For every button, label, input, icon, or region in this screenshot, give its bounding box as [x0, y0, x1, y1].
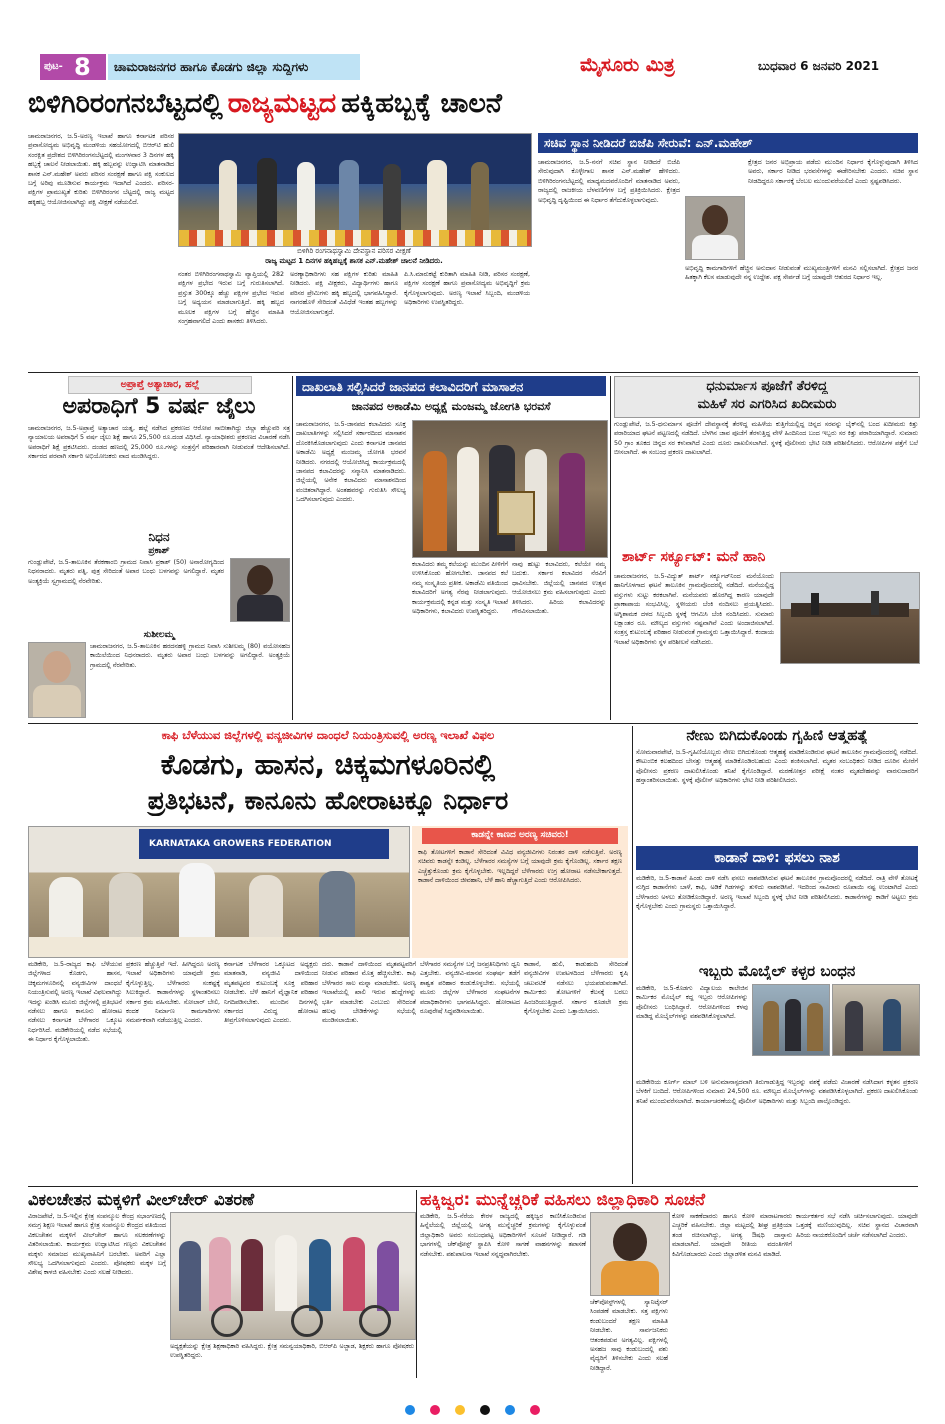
person-figure [811, 593, 819, 615]
dhanur-headline-box [614, 376, 920, 418]
person-figure [457, 447, 479, 551]
obituary-photo-1 [230, 558, 290, 622]
kodagu-body-b: ಪ್ರಕರಣ ಹೆಚ್ಚುತ್ತಿವೆ ಇದೆ. ಹೀಗಿದ್ದರೂ ಅರಣ್ಯ ಇಲಾಖೆ ಅಧಿಕಾರಿಗಳು ಯಾವುದೇ ಕ್ರಮ ಕೈಗೊಳ್ಳುತ್ತಿಲ್ಲ. ಬೆಳೆಗಾರರು ಸಂಕಷ್ಟಕ್ಕೆ ಸಿಲುಕಿದ್ದಾರೆ. ಕಾಡಾನೆಗಳನ್ನು ಸ್ಥಳಾಂತರಿಸಲು ಸರ್ಕಾರ ಕ್ರಮ ವಹಿಸಬೇಕು. ಸೋಲಾರ್ ಬೇಲಿ, ಕಂದಕ ನಿರ್ಮಾಣ ಕಾಮಗಾರಿಗಳು ಸಮರ್ಪಕವಾಗಿ ನಡೆಯುತ್ತಿಲ್ಲ ಎಂದರು. [126, 961, 220, 1025]
bird-flu-body-b: ಚೆಕ್‌ಪೋಸ್ಟ್‌ಗಳಲ್ಲಿ ಸ್ಯಾನಿಟೈಸರ್ ಸಿಂಪಡಣೆ ಮಾಡಬೇಕು. ಸತ್ತ ಪಕ್ಷಿಗಳು ಕಂಡುಬಂದರೆ ತಕ್ಷಣ ಮಾಹಿತಿ ನೀಡಬೇಕು. ಸಾರ್ವಜನಿಕರು ಆತಂಕಪಡುವ ಅಗತ್ಯವಿಲ್ಲ. ಪಕ್ಷಿಗಳಲ್ಲಿ ಅಸಹಜ ಸಾವು ಕಂಡುಬಂದಲ್ಲಿ ಪಶು ವೈದ್ಯರಿಗೆ ತಿಳಿಸಬೇಕು ಎಂದು ಸಲಹೆ ನೀಡಿದ್ದಾರೆ. [590, 1299, 668, 1372]
pension-headline-bar [296, 376, 606, 396]
lead-photo-caption-1: ಬಿಳಿಗಿರಿ ರಂಗನಾಥಸ್ವಾಮಿ ದೇವಸ್ಥಾನ ಪರಿಸರ ವೀಕ್ಷಣೆ [297, 247, 411, 255]
kodagu-body-e: ಬೆಳೆಗಾರರ ಸಮಸ್ಯೆಗಳ ಬಗ್ಗೆ ಜನಪ್ರತಿನಿಧಿಗಳು ಧ್ವನಿ ಎತ್ತಬೇಕು. ವನ್ಯಜೀವಿ-ಮಾನವ ಸಂಘರ್ಷ ತಡೆಗೆ ಶಾಶ್ವತ ಪರಿಹಾರ ಕಂಡುಕೊಳ್ಳಬೇಕು. ಸಭೆಯಲ್ಲಿ ಮೂರು ಜಿಲ್ಲೆಗಳ ಬೆಳೆಗಾರರ ಸಂಘಟನೆಗಳ ಪದಾಧಿಕಾರಿಗಳು ಭಾಗವಹಿಸಿದ್ದರು. ಹೋರಾಟದ ರೂಪುರೇಷೆ ಸಿದ್ಧಪಡಿಸಲಾಯಿತು. [420, 961, 520, 1016]
elephant-body: ಮಡಿಕೇರಿ, ಜ.5-ಕಾಡಾನೆ ಹಿಂಡು ದಾಳಿ ನಡೆಸಿ ಫಸಲು ನಾಶಪಡಿಸಿರುವ ಘಟನೆ ತಾಲೂಕಿನ ಗ್ರಾಮವೊಂದರಲ್ಲಿ ನಡೆದಿದೆ. ರಾತ್ರಿ ವೇಳೆ ತೋಟಕ್ಕೆ ನುಗ್ಗಿದ ಕಾಡಾನೆಗಳು ಬಾಳೆ, ಕಾಫಿ, ಅಡಿಕೆ ಗಿಡಗಳನ್ನು ತುಳಿದು ನಾಶಪಡಿಸಿವೆ. ಇದರಿಂದ ಸಾವಿರಾರು ರೂಪಾಯಿ ನಷ್ಟ ಉಂಟಾಗಿದೆ ಎಂದು ಬೆಳೆಗಾರರು ಅಳಲು ತೋಡಿಕೊಂಡಿದ್ದಾರೆ. ಅರಣ್ಯ ಇಲಾಖೆ ಸಿಬ್ಬಂದಿ ಸ್ಥಳಕ್ಕೆ ಭೇಟಿ ನೀಡಿ ಪರಿಶೀಲಿಸಿದರು. ಕಾಡಾನೆಗಳನ್ನು ಕಾಡಿಗೆ ಅಟ್ಟಲು ಕ್ರಮ ಕೈಗೊಳ್ಳಬೇಕು ಎಂದು ಗ್ರಾಮಸ್ಥರು ಒತ್ತಾಯಿಸಿದ್ದಾರೆ. [636, 875, 918, 911]
obituary-text-2: ಚಾಮರಾಜನಗರ, ಜ.5-ತಾಲೂಕಿನ ಹರದನಹಳ್ಳಿ ಗ್ರಾಮದ ನಿವಾಸಿ ಸುಶೀಲಮ್ಮ (80) ವಯೋಸಹಜ ಕಾಯಿಲೆಯಿಂದ ನಿಧನರಾದರು. ಮೃತರು ಅಪಾರ ಬಂಧು ಬಳಗವನ್ನು ಅಗಲಿದ್ದಾರೆ. ಅಂತ್ಯಕ್ರಿಯೆ ಗ್ರಾಮದಲ್ಲಿ ನೆರವೇರಿತು. [90, 643, 290, 669]
person-figure [377, 1241, 399, 1311]
person-figure [179, 863, 215, 947]
divider [292, 376, 293, 720]
color-dot [505, 1405, 515, 1415]
elephant-headline: ಕಾಡಾನೆ ದಾಳಿ: ಫಸಲು ನಾಶ [714, 850, 840, 866]
pension-subhead: ಜಾನಪದ ಅಕಾಡೆಮಿ ಅಧ್ಯಕ್ಷೆ ಮಂಜಮ್ಮ ಜೋಗತಿ ಭರವಸೆ [351, 400, 551, 413]
person-figure [219, 160, 237, 230]
obituary-photo-2 [28, 642, 86, 718]
bird-flu-headline: ಹಕ್ಕಿಜ್ವರ: ಮುನ್ನೆಚ್ಚರಿಕೆ ವಹಿಸಲು ಜಿಲ್ಲಾಧಿಕಾರಿ ಸೂಚನೆ [420, 1190, 705, 1209]
person-figure [763, 1001, 779, 1051]
divider [632, 726, 633, 1184]
lead-body-a: ಚಾಮರಾಜನಗರ, ಜ.5-ಅರಣ್ಯ ಇಲಾಖೆ ಹಾಗೂ ಕರ್ನಾಟಕ ಪರಿಸರ ಪ್ರವಾಸೋದ್ಯಮ ಅಭಿವೃದ್ಧಿ ಮಂಡಳಿಯ ಸಹಯೋಗದಲ್ಲಿ ಬಿಆರ್‌ಟಿ ಹುಲಿ ಸಂರಕ್ಷಿತ ಪ್ರದೇಶದ ಬಿಳಿಗಿರಿರಂಗನಬೆಟ್ಟದಲ್ಲಿ ಮಂಗಳವಾರ 3 ದಿನಗಳ ಹಕ್ಕಿ ಹಬ್ಬಕ್ಕೆ ಚಾಲನೆ ನೀಡಲಾಯಿತು. ಹಕ್ಕಿ ಹಬ್ಬವನ್ನು ಉದ್ಘಾಟಿಸಿ ಮಾತನಾಡಿದ ಶಾಸಕ ಎನ್.ಮಹೇಶ್ ಅವರು ಪರಿಸರ ಸಂರಕ್ಷಣೆ ಹಾಗೂ ಪಕ್ಷಿ ಸಂಕುಲದ ಬಗ್ಗೆ ಅರಿವು ಮೂಡಿಸುವ ಕಾರ್ಯಕ್ರಮ ಇದಾಗಿದೆ ಎಂದರು. ಪರಿಸರ-ಪಕ್ಷಿಗಳ ಪ್ರಾಮುಖ್ಯತೆ ಕುರಿತು ಬಿಳಿಗಿರಿರಂಗನ ಬೆಟ್ಟದಲ್ಲಿ ರಾಜ್ಯ ಮಟ್ಟದ ಹಕ್ಕಿಹಬ್ಬ ಆಯೋಜಿಸಲಾಗಿದ್ದು ಪಕ್ಷಿ ವೀಕ್ಷಣೆ ನಡೆಯಲಿದೆ. [28, 133, 174, 206]
mobile-photo-1 [752, 984, 830, 1056]
obituary [28, 530, 290, 720]
pension-body-c: ನಾವು ಹುಟ್ಟು ಕಲಾವಿದರು, ಕಲೆಯೇ ನಮ್ಮ ಬದುಕು. ಸರ್ಕಾರ ಕಲಾವಿದರ ನೆರವಿಗೆ ಧಾವಿಸಬೇಕು. ಜಿಲ್ಲೆಯಲ್ಲಿ ಜಾನಪದ ಉತ್ಸವ ಆಯೋಜಿಸಲು ಕ್ರಮ ವಹಿಸಲಾಗುವುದು ಎಂದು ತಿಳಿಸಿದರು. ಹಿರಿಯ ಕಲಾವಿದರನ್ನು ಗೌರವಿಸಲಾಯಿತು. [512, 561, 606, 616]
person-figure [257, 158, 277, 232]
page-number-box [40, 54, 106, 80]
suicide-body: ಸೋಮವಾರಪೇಟೆ, ಜ.5-ಗೃಹಿಣಿಯೊಬ್ಬರು ನೇಣು ಬಿಗಿದುಕೊಂಡು ಆತ್ಮಹತ್ಯೆ ಮಾಡಿಕೊಂಡಿರುವ ಘಟನೆ ತಾಲೂಕಿನ ಗ್ರಾಮವೊಂದರಲ್ಲಿ ನಡೆದಿದೆ. ಕೌಟುಂಬಿಕ ಕಲಹದಿಂದ ಬೇಸತ್ತು ಆತ್ಮಹತ್ಯೆ ಮಾಡಿಕೊಂಡಿರಬಹುದು ಎಂದು ಶಂಕಿಸಲಾಗಿದೆ. ಮೃತರ ಸಂಬಂಧಿಕರು ನೀಡಿದ ದೂರಿನ ಮೇರೆಗೆ ಪೊಲೀಸರು ಪ್ರಕರಣ ದಾಖಲಿಸಿಕೊಂಡು ತನಿಖೆ ಕೈಗೊಂಡಿದ್ದಾರೆ. ಮರಣೋತ್ತರ ಪರೀಕ್ಷೆ ನಂತರ ಮೃತದೇಹವನ್ನು ವಾರಸುದಾರರಿಗೆ ಹಸ್ತಾಂತರಿಸಲಾಯಿತು. ಸ್ಥಳಕ್ಕೆ ಪೊಲೀಸ್ ಅಧಿಕಾರಿಗಳು ಭೇಟಿ ನೀಡಿ ಪರಿಶೀಲಿಸಿದರು. [636, 749, 918, 785]
kodagu-photo [28, 826, 410, 958]
circuit-body: ಚಾಮರಾಜನಗರ, ಜ.5-ವಿದ್ಯುತ್ ಶಾರ್ಟ್ ಸರ್ಕ್ಯೂಟ್‌ನಿಂದ ಮನೆಯೊಂದು ಹಾನಿಗೊಳಗಾದ ಘಟನೆ ತಾಲೂಕಿನ ಗ್ರಾಮವೊಂದರಲ್ಲಿ ನಡೆದಿದೆ. ಮನೆಯಲ್ಲಿದ್ದ ವಸ್ತುಗಳು ಸುಟ್ಟು ಕರಕಲಾಗಿವೆ. ಮನೆಯವರು ಹೊರಗಿದ್ದ ಕಾರಣ ಯಾವುದೇ ಪ್ರಾಣಾಪಾಯ ಸಂಭವಿಸಿಲ್ಲ. ಸ್ಥಳೀಯರು ಬೆಂಕಿ ನಂದಿಸಲು ಪ್ರಯತ್ನಿಸಿದರು. ಅಗ್ನಿಶಾಮಕ ದಳದ ಸಿಬ್ಬಂದಿ ಸ್ಥಳಕ್ಕೆ ಆಗಮಿಸಿ ಬೆಂಕಿ ನಂದಿಸಿದರು. ಸುಮಾರು ಲಕ್ಷಾಂತರ ರೂ. ಮೌಲ್ಯದ ವಸ್ತುಗಳು ನಷ್ಟವಾಗಿವೆ ಎಂದು ಅಂದಾಜಿಸಲಾಗಿದೆ. ಸಂತ್ರಸ್ತ ಕುಟುಂಬಕ್ಕೆ ಪರಿಹಾರ ನೀಡುವಂತೆ ಗ್ರಾಮಸ್ಥರು ಒತ್ತಾಯಿಸಿದ್ದಾರೆ. ಕಂದಾಯ ಇಲಾಖೆ ಅಧಿಕಾರಿಗಳು ಸ್ಥಳ ಪರಿಶೀಲನೆ ನಡೆಸಿದರು. [614, 573, 774, 646]
mahesh-body-c: ಅಭಿವೃದ್ಧಿ ಕಾಮಗಾರಿಗಳಿಗೆ ಹೆಚ್ಚಿನ ಅನುದಾನ ನೀಡುವಂತೆ ಮುಖ್ಯಮಂತ್ರಿಗಳಿಗೆ ಮನವಿ ಸಲ್ಲಿಸಲಾಗಿದೆ. ಕ್ಷೇತ್ರದ ಜನರ ಹಿತಕ್ಕಾಗಿ ಕೆಲಸ ಮಾಡುವುದೇ ನನ್ನ ಉದ್ದೇಶ. ಪಕ್ಷ ಸೇರ್ಪಡೆ ಬಗ್ಗೆ ಯಾವುದೇ ಆತುರದ ನಿರ್ಧಾರ ಇಲ್ಲ. [685, 265, 918, 282]
kodagu-quote-tag-bar [422, 828, 618, 844]
person-figure [343, 1237, 365, 1311]
portrait-body [692, 235, 738, 259]
person-figure [339, 160, 359, 232]
lead-headline-part3: ಹಕ್ಕಿಹಬ್ಬಕ್ಕೆ ಚಾಲನೆ [341, 88, 503, 119]
bird-flu-body-a: ಮಡಿಕೇರಿ, ಜ.5-ನೆರೆಯ ಕೇರಳ ರಾಜ್ಯದಲ್ಲಿ ಹಕ್ಕಿಜ್ವರ ಕಾಣಿಸಿಕೊಂಡಿರುವ ಹಿನ್ನೆಲೆಯಲ್ಲಿ ಜಿಲ್ಲೆಯಲ್ಲಿ ಅಗತ್ಯ ಮುನ್ನೆಚ್ಚರಿಕೆ ಕ್ರಮಗಳನ್ನು ಕೈಗೊಳ್ಳುವಂತೆ ಜಿಲ್ಲಾಧಿಕಾರಿ ಅವರು ಸಂಬಂಧಪಟ್ಟ ಅಧಿಕಾರಿಗಳಿಗೆ ಸೂಚನೆ ನೀಡಿದ್ದಾರೆ. ಗಡಿ ಭಾಗಗಳಲ್ಲಿ ಚೆಕ್‌ಪೋಸ್ಟ್ ಸ್ಥಾಪಿಸಿ ಕೋಳಿ ಸಾಗಣೆ ವಾಹನಗಳನ್ನು ತಪಾಸಣೆ ನಡೆಸಬೇಕು. ಪಶುಪಾಲನಾ ಇಲಾಖೆ ಸನ್ನದ್ಧವಾಗಿರಬೇಕು. [420, 1213, 586, 1258]
federation-banner-text: KARNATAKA GROWERS FEDERATION [149, 839, 332, 849]
person-figure [471, 162, 489, 232]
person-figure [383, 164, 401, 232]
wheelchair-headline: ವಿಕಲಚೇತನ ಮಕ್ಕಳಿಗೆ ವೀಲ್‌ಚೇರ್ ವಿತರಣೆ [28, 1190, 255, 1209]
divider [28, 723, 918, 724]
color-dot [405, 1405, 415, 1415]
portrait-head [702, 205, 728, 235]
obituary-heading: ನಿಧನ [148, 530, 170, 544]
person-figure [427, 160, 447, 232]
crime-kicker: ಅಪ್ರಾಪ್ತೆ ಅತ್ಯಾಚಾರ, ಹಲ್ಲೆ [120, 379, 200, 390]
person-figure [179, 1241, 201, 1311]
obituary-text-1: ಗುಂಡ್ಲುಪೇಟೆ, ಜ.5-ತಾಲೂಕಿನ ತೆರಕಣಾಂಬಿ ಗ್ರಾಮದ ನಿವಾಸಿ ಪ್ರಕಾಶ್ (50) ಅನಾರೋಗ್ಯದಿಂದ ನಿಧನರಾದರು. ಮೃತರು ಪತ್ನಿ, ಪುತ್ರ ಸೇರಿದಂತೆ ಅಪಾರ ಬಂಧು ಬಳಗವನ್ನು ಅಗಲಿದ್ದಾರೆ. ಮೃತರ ಅಂತ್ಯಕ್ರಿಯೆ ಸ್ವಗ್ರಾಮದಲ್ಲಿ ನೆರವೇರಿತು. [28, 559, 224, 585]
portrait-head [247, 565, 273, 595]
crime-kicker-bar [68, 376, 252, 394]
kodagu-kicker: ಕಾಫಿ ಬೆಳೆಯುವ ಜಿಲ್ಲೆಗಳಲ್ಲಿ ವನ್ಯಜೀವಿಗಳ ದಾಂಧಲೆ ನಿಯಂತ್ರಿಸುವಲ್ಲಿ ಅರಣ್ಯ ಇಲಾಖೆ ವಿಫಲ [161, 728, 495, 742]
person-figure [871, 591, 879, 615]
mobile-photo-2 [832, 984, 920, 1056]
portrait-head [43, 651, 71, 683]
award-frame [497, 491, 535, 535]
lead-headline [28, 88, 916, 126]
person-figure [785, 999, 801, 1051]
flower-row [179, 230, 531, 246]
lead-body-c: ಅರಣ್ಯಾಧಿಕಾರಿಗಳು ಸಹ ಪಕ್ಷಿಗಳ ಕುರಿತು ಮಾಹಿತಿ ನೀಡಿದರು. ಪಕ್ಷಿ ವೀಕ್ಷಕರು, ವಿದ್ಯಾರ್ಥಿಗಳು ಹಾಗೂ ಪರಿಸರ ಪ್ರೇಮಿಗಳು ಹಕ್ಕಿ ಹಬ್ಬದಲ್ಲಿ ಭಾಗವಹಿಸಿದ್ದಾರೆ. ನಾಗರಹೊಳೆ ಸೇರಿದಂತೆ ವಿವಿಧೆಡೆ ಇಂತಹ ಹಬ್ಬಗಳನ್ನು ಆಯೋಜಿಸಲಾಗುತ್ತದೆ. [290, 271, 398, 316]
lead-body-d: ಪಿ.ಸಿ.ಮಾರುಕಟ್ಟೆ ಕುರಿತಾಗಿ ಮಾಹಿತಿ ನೀಡಿ, ಪರಿಸರ ಸಂರಕ್ಷಣೆ, ಪಕ್ಷಿಗಳ ಸಂರಕ್ಷಣೆ ಹಾಗೂ ಪ್ರವಾಸೋದ್ಯಮ ಅಭಿವೃದ್ಧಿಗೆ ಕ್ರಮ ಕೈಗೊಳ್ಳಲಾಗುವುದು. ಅರಣ್ಯ ಇಲಾಖೆ ಸಿಬ್ಬಂದಿ, ಮಂಡಳಿಯ ಅಧಿಕಾರಿಗಳು ಉಪಸ್ಥಿತರಿದ್ದರು. [404, 271, 530, 307]
kodagu-body-d: ದರು. ಕಾಡಾನೆ ದಾಳಿಯಿಂದ ಮೃತಪಟ್ಟವರಿಗೆ ನೀಡುವ ಪರಿಹಾರ ಮೊತ್ತ ಹೆಚ್ಚಿಸಬೇಕು. ಕಾಫಿ ಬೆಳೆಗಾರರ ಸಾಲ ಮನ್ನಾ ಮಾಡಬೇಕು. ಅರಣ್ಯ ಇಲಾಖೆಯಲ್ಲಿ ಖಾಲಿ ಇರುವ ಹುದ್ದೆಗಳನ್ನು ಭರ್ತಿ ಮಾಡಬೇಕು ಎಂಬುದು ಸೇರಿದಂತೆ ಹಲವು ಬೇಡಿಕೆಗಳನ್ನು ಸಭೆಯಲ್ಲಿ ಮಂಡಿಸಲಾಯಿತು. [322, 961, 416, 1025]
bird-flu-body-c: ಕೋಳಿ ಸಾಕಣೆದಾರರು ಹಾಗೂ ಕೋಳಿ ಮಾರಾಟಗಾರರು ಎಚ್ಚರಿಕೆ ವಹಿಸಬೇಕು. ಜಿಲ್ಲಾ ಮಟ್ಟದಲ್ಲಿ ಶೀಘ್ರ ಪ್ರತಿಕ್ರಿಯಾ ತಂಡ ರಚಿಸಲಾಗಿದ್ದು, ಅಗತ್ಯ ಔಷಧಿ ದಾಸ್ತಾನು ಮಾಡಲಾಗಿದೆ. ಯಾವುದೇ ರೀತಿಯ ವದಂತಿಗಳಿಗೆ ಕಿವಿಗೊಡಬಾರದು ಎಂದು ಜಿಲ್ಲಾಡಳಿತ ಮನವಿ ಮಾಡಿದೆ. [672, 1213, 792, 1258]
footer-registration-dots [0, 1400, 945, 1414]
mahesh-body-d: ಕಾರ್ಯಕರ್ತರ ಸಭೆ ನಡೆಸಿ ಚರ್ಚಿಸಲಾಗುವುದು. ಯಾವುದೇ ಒತ್ತಡಕ್ಕೆ ಮಣಿಯುವುದಿಲ್ಲ. ಸಚಿವ ಸ್ಥಾನದ ವಿಚಾರವಾಗಿ ಹಿರಿಯ ನಾಯಕರೊಂದಿಗೆ ಚರ್ಚೆ ನಡೆಸಲಾಗಿದೆ ಎಂದರು. [796, 1213, 918, 1239]
color-dot [480, 1405, 490, 1415]
mahesh-headline-bar [538, 133, 918, 153]
masthead [40, 52, 900, 82]
divider [28, 1186, 918, 1187]
mahesh-body-a: ಚಾಮರಾಜನಗರ, ಜ.5-ನನಗೆ ಸಚಿವ ಸ್ಥಾನ ನೀಡಿದರೆ ಬಿಜೆಪಿ ಸೇರುವುದಾಗಿ ಕೊಳ್ಳೇಗಾಲ ಶಾಸಕ ಎನ್.ಮಹೇಶ್ ಹೇಳಿದರು. ಬಿಳಿಗಿರಿರಂಗನಬೆಟ್ಟದಲ್ಲಿ ಮಾಧ್ಯಮದವರೊಂದಿಗೆ ಮಾತನಾಡಿದ ಅವರು, ರಾಜ್ಯದಲ್ಲಿ ರಾಜಕೀಯ ಬೆಳವಣಿಗೆಗಳ ಬಗ್ಗೆ ಪ್ರತಿಕ್ರಿಯಿಸಿದರು. ಕ್ಷೇತ್ರದ ಅಭಿವೃದ್ಧಿ ದೃಷ್ಟಿಯಿಂದ ಈ ನಿರ್ಧಾರ ತೆಗೆದುಕೊಳ್ಳಲಾಗುವುದು. [538, 159, 680, 204]
crime-body: ಚಾಮರಾಜನಗರ, ಜ.5-ಅಪ್ರಾಪ್ತೆ ಅತ್ಯಾಚಾರ ಯತ್ನ, ಹಲ್ಲೆ ನಡೆಸಿದ ಪ್ರಕರಣದ ಆರೋಪ ಸಾಬೀತಾಗಿದ್ದು ಜಿಲ್ಲಾ ಹೆಚ್ಚುವರಿ ಸತ್ರ ನ್ಯಾಯಾಲಯ ಅಪರಾಧಿಗೆ 5 ವರ್ಷ ಜೈಲು ಶಿಕ್ಷೆ ಹಾಗೂ 25,500 ರೂ.ದಂಡ ವಿಧಿಸಿದೆ. ನ್ಯಾಯಾಧೀಶರು ಪ್ರಕರಣದ ವಿಚಾರಣೆ ನಡೆಸಿ ಅಪರಾಧಿಗೆ ಶಿಕ್ಷೆ ಪ್ರಕಟಿಸಿದರು. ದಂಡದ ಹಣದಲ್ಲಿ 25,000 ರೂ.ಗಳನ್ನು ಸಂತ್ರಸ್ತೆಗೆ ಪರಿಹಾರವಾಗಿ ನೀಡುವಂತೆ ಆದೇಶಿಸಲಾಗಿದೆ. ಸರ್ಕಾರದ ಪರವಾಗಿ ಸರ್ಕಾರಿ ಅಭಿಯೋಜಕರು ವಾದ ಮಂಡಿಸಿದ್ದರು. [28, 425, 290, 461]
lead-photo-caption-2: ರಾಜ್ಯ ಮಟ್ಟದ 1 ದಿನಗಳ ಹಕ್ಕಿಹಬ್ಬಕ್ಕೆ ಶಾಸಕ ಎನ್.ಮಹೇಶ್ ಚಾಲನೆ ನೀಡಿದರು. [265, 257, 443, 265]
wheelchair-shape [291, 1305, 323, 1337]
mobile-body-a: ಮಡಿಕೇರಿ, ಜ.5-ಕೊಡಗು ವಿದ್ಯಾಲಯ ಕಾಲೇಜಿನ ಕಾರ್ಮಿಕರ ಮೊಬೈಲ್ ಕದ್ದ ಇಬ್ಬರು ಆರೋಪಿಗಳನ್ನು ಪೊಲೀಸರು ಬಂಧಿಸಿದ್ದಾರೆ. ಆರೋಪಿಗಳಿಂದ ಕಳವು ಮಾಡಿದ್ದ ಮೊಬೈಲ್‌ಗಳನ್ನು ವಶಪಡಿಸಿಕೊಳ್ಳಲಾಗಿದೆ. [636, 985, 748, 1021]
portrait-body [601, 1261, 659, 1295]
lead-photo [178, 133, 532, 247]
mahesh-headline: ಸಚಿವ ಸ್ಥಾನ ನೀಡಿದರೆ ಬಿಜೆಪಿ ಸೇರುವೆ: ಎನ್.ಮಹೇಶ್ [544, 136, 753, 150]
person-figure [309, 1239, 331, 1311]
kodagu-body-f: ಕಾಡಾನೆ, ಹುಲಿ, ಕಾಡುಹಂದಿ ಸೇರಿದಂತೆ ವನ್ಯಜೀವಿಗಳ ಉಪಟಳದಿಂದ ಬೆಳೆಗಾರರು ಕೃಷಿ ಚಟುವಟಿಕೆ ನಡೆಸಲು ಭಯಪಡುವಂತಾಗಿದೆ. ಕಾರ್ಮಿಕರು ತೋಟಗಳಿಗೆ ಕೆಲಸಕ್ಕೆ ಬರಲು ಹಿಂಜರಿಯುತ್ತಿದ್ದಾರೆ. ಸರ್ಕಾರ ಕೂಡಲೇ ಕ್ರಮ ಕೈಗೊಳ್ಳಬೇಕು ಎಂದು ಒತ್ತಾಯಿಸಿದರು. [524, 961, 628, 1016]
section-title: ಚಾಮರಾಜನಗರ ಹಾಗೂ ಕೊಡಗು ಜಿಲ್ಲಾ ಸುದ್ದಿಗಳು [114, 60, 309, 74]
person-figure [845, 1001, 863, 1051]
wheelchair-shape [359, 1305, 391, 1337]
mobile-body-b: ಮಡಿಕೇರಿಯ ಕೂರ್ಗ್ ಮಾಲ್ ಬಳಿ ಅನುಮಾನಾಸ್ಪದವಾಗಿ ತಿರುಗಾಡುತ್ತಿದ್ದ ಇಬ್ಬರನ್ನು ವಶಕ್ಕೆ ಪಡೆದು ವಿಚಾರಣೆ ನಡೆಸಿದಾಗ ಕಳ್ಳತನ ಪ್ರಕರಣ ಬೆಳಕಿಗೆ ಬಂದಿದೆ. ಆರೋಪಿಗಳಿಂದ ಸುಮಾರು 24,500 ರೂ. ಮೌಲ್ಯದ ಮೊಬೈಲ್‌ಗಳನ್ನು ವಶಪಡಿಸಿಕೊಳ್ಳಲಾಗಿದೆ. ಪ್ರಕರಣ ದಾಖಲಿಸಿಕೊಂಡು ತನಿಖೆ ಮುಂದುವರೆಸಲಾಗಿದೆ. ಕಾರ್ಯಾಚರಣೆಯಲ್ಲಿ ಪೊಲೀಸ್ ಅಧಿಕಾರಿಗಳು ಮತ್ತು ಸಿಬ್ಬಂದಿ ಪಾಲ್ಗೊಂಡಿದ್ದರು. [636, 1079, 918, 1105]
pension-photo [412, 420, 608, 558]
kodagu-quote-tag: ಕಾಡನ್ನೇ ಕಾಣದ ಅರಣ್ಯ ಸಚಿವರು! [471, 830, 569, 840]
kodagu-quote-box [412, 826, 628, 958]
color-dot [430, 1405, 440, 1415]
portrait-body [33, 685, 81, 717]
wheelchair-photo [170, 1212, 416, 1340]
bird-flu-portrait [590, 1212, 670, 1296]
wheelchair-body: ವಿರಾಜಪೇಟೆ, ಜ.5-ಇಲ್ಲಿನ ಕ್ಷೇತ್ರ ಸಂಪನ್ಮೂಲ ಕೇಂದ್ರ ಸಭಾಂಗಣದಲ್ಲಿ ಸಮಗ್ರ ಶಿಕ್ಷಣ ಇಲಾಖೆ ಹಾಗೂ ಕ್ಷೇತ್ರ ಸಂಪನ್ಮೂಲ ಕೇಂದ್ರದ ವತಿಯಿಂದ ವಿಕಲಚೇತನ ಮಕ್ಕಳಿಗೆ ವೀಲ್‌ಚೇರ್ ಹಾಗೂ ಸಲಕರಣೆಗಳನ್ನು ವಿತರಿಸಲಾಯಿತು. ಕಾರ್ಯಕ್ರಮ ಉದ್ಘಾಟಿಸಿದ ಗಣ್ಯರು ವಿಕಲಚೇತನ ಮಕ್ಕಳು ಸಮಾಜದ ಮುಖ್ಯವಾಹಿನಿಗೆ ಬರಬೇಕು. ಅವರಿಗೆ ಎಲ್ಲಾ ಸೌಲಭ್ಯ ಒದಗಿಸಲಾಗುವುದು ಎಂದರು. ಪೋಷಕರು ಮಕ್ಕಳ ಬಗ್ಗೆ ವಿಶೇಷ ಕಾಳಜಿ ವಹಿಸಬೇಕು ಎಂದು ಸಲಹೆ ನೀಡಿದರು. [28, 1213, 166, 1277]
circuit-photo [780, 572, 920, 664]
crime-headline: ಅಪರಾಧಿಗೆ 5 ವರ್ಷ ಜೈಲು [62, 394, 256, 419]
person-figure [807, 1003, 823, 1051]
divider [610, 376, 611, 720]
mobile-headline: ಇಬ್ಬರು ಮೊಬೈಲ್ ಕಳ್ಳರ ಬಂಧನ [698, 962, 856, 980]
crime-box [28, 376, 290, 526]
pension-body-b: ಕಲಾವಿದರು ತಮ್ಮ ಕಲೆಯನ್ನು ಮುಂದಿನ ಪೀಳಿಗೆಗೆ ಉಳಿಸಿಕೊಂಡು ಹೋಗಬೇಕು. ಜಾನಪದ ಕಲೆ ನಮ್ಮ ಸಂಸ್ಕೃತಿಯ ಪ್ರತೀಕ. ಅಕಾಡೆಮಿ ವತಿಯಿಂದ ಕಲಾವಿದರಿಗೆ ಅಗತ್ಯ ನೆರವು ನೀಡಲಾಗುವುದು. ಕಾರ್ಯಕ್ರಮದಲ್ಲಿ ಕನ್ನಡ ಮತ್ತು ಸಂಸ್ಕೃತಿ ಇಲಾಖೆ ಅಧಿಕಾರಿಗಳು, ಕಲಾವಿದರು ಉಪಸ್ಥಿತರಿದ್ದರು. [412, 561, 508, 616]
section-banner [108, 54, 360, 80]
suicide-headline: ನೇಣು ಬಿಗಿದುಕೊಂಡು ಗೃಹಿಣಿ ಆತ್ಮಹತ್ಯೆ [686, 728, 868, 744]
page-number: 8 [74, 53, 91, 81]
obituary-name-1: ಪ್ರಕಾಶ್ [148, 546, 170, 556]
mahesh-portrait [685, 196, 745, 260]
issue-date: ಬುಧವಾರ 6 ಜನವರಿ 2021 [758, 59, 880, 73]
person-figure [883, 999, 901, 1051]
page-label: ಪುಟ- [44, 61, 63, 72]
elephant-headline-bar [636, 846, 918, 870]
lead-body-b: ನಂತರ ಬಿಳಿಗಿರಿರಂಗನಾಥಸ್ವಾಮಿ ವ್ಯಾಪ್ತಿಯಲ್ಲಿ 282 ಪಕ್ಷಿಗಳ ಪ್ರಭೇದ ಇರುವ ಬಗ್ಗೆ ಗುರುತಿಸಲಾಗಿದೆ. ಪ್ರಸ್ತುತ 300ಕ್ಕೂ ಹೆಚ್ಚು ಪಕ್ಷಿಗಳ ಪ್ರಭೇದ ಇರುವ ಬಗ್ಗೆ ಅಧ್ಯಯನ ಮಾಡಲಾಗುತ್ತಿದೆ. ಹಕ್ಕಿ ಹಬ್ಬದ ಮೂಲಕ ಪಕ್ಷಿಗಳ ಬಗ್ಗೆ ಹೆಚ್ಚಿನ ಮಾಹಿತಿ ಸಂಗ್ರಹವಾಗಲಿದೆ ಎಂದು ಶಾಸಕರು ತಿಳಿಸಿದರು. [178, 271, 284, 326]
portrait-head [613, 1223, 647, 1261]
color-dot [530, 1405, 540, 1415]
person-figure [275, 1235, 297, 1311]
circuit-headline-bar [614, 548, 918, 568]
lead-headline-part1: ಬಿಳಿಗಿರಿರಂಗನಬೆಟ್ಟದಲ್ಲಿ [28, 88, 223, 119]
paper-name: ಮೈಸೂರು ಮಿತ್ರ [580, 54, 675, 76]
person-figure [423, 451, 447, 551]
wheelchair-caption: ಅಧ್ಯಕ್ಷತೆಯನ್ನು ಕ್ಷೇತ್ರ ಶಿಕ್ಷಣಾಧಿಕಾರಿ ವಹಿಸಿದ್ದರು. ಕ್ಷೇತ್ರ ಸಮನ್ವಯಾಧಿಕಾರಿ, ಬಿಆರ್‌ಪಿ ಅಜ್ಜಾಡ, ಶಿಕ್ಷಕರು ಹಾಗೂ ಪೋಷಕರು ಉಪಸ್ಥಿತರಿದ್ದರು. [170, 1343, 414, 1360]
dhanur-body: ಗುಂಡ್ಲುಪೇಟೆ, ಜ.5-ಧನುರ್ಮಾಸ ಪೂಜೆಗೆ ದೇವಸ್ಥಾನಕ್ಕೆ ತೆರಳಿದ್ದ ಮಹಿಳೆಯ ಕುತ್ತಿಗೆಯಲ್ಲಿದ್ದ ಚಿನ್ನದ ಸರವನ್ನು ಬೈಕ್‌ನಲ್ಲಿ ಬಂದ ಖದೀಮರು ಕಿತ್ತು ಪರಾರಿಯಾದ ಘಟನೆ ಪಟ್ಟಣದಲ್ಲಿ ನಡೆದಿದೆ. ಬೆಳಗಿನ ಜಾವ ಪೂಜೆಗೆ ತೆರಳುತ್ತಿದ್ದ ವೇಳೆ ಹಿಂದಿನಿಂದ ಬಂದ ಇಬ್ಬರು ಸರ ಕಿತ್ತು ಪರಾರಿಯಾಗಿದ್ದಾರೆ. ಸುಮಾರು 50 ಗ್ರಾಂ ತೂಕದ ಚಿನ್ನದ ಸರ ಕಳುವಾಗಿದೆ ಎಂದು ದೂರು ದಾಖಲಿಸಲಾಗಿದೆ. ಸ್ಥಳಕ್ಕೆ ಪೊಲೀಸರು ಭೇಟಿ ನೀಡಿ ಪರಿಶೀಲಿಸಿದರು. ಆರೋಪಿಗಳ ಪತ್ತೆಗೆ ಬಲೆ ಬೀಸಲಾಗಿದೆ. ಈ ಸಂಬಂಧ ಪ್ರಕರಣ ದಾಖಲಾಗಿದೆ. [614, 421, 918, 457]
person-figure [241, 1239, 263, 1311]
kodagu-headline-1: ಕೊಡಗು, ಹಾಸನ, ಚಿಕ್ಕಮಗಳೂರಿನಲ್ಲಿ [160, 748, 496, 781]
kodagu-headline-2: ಪ್ರತಿಭಟನೆ, ಕಾನೂನು ಹೋರಾಟಕ್ಕೂ ನಿರ್ಧಾರ [147, 786, 509, 815]
roof [791, 603, 909, 617]
federation-banner [139, 829, 389, 859]
color-dot [455, 1405, 465, 1415]
circuit-headline: ಶಾರ್ಟ್ ಸರ್ಕ್ಯೂಟ್: ಮನೆ ಹಾನಿ [622, 549, 766, 565]
person-figure [297, 162, 315, 232]
pension-headline: ದಾಖಲಾತಿ ಸಲ್ಲಿಸಿದರೆ ಜಾನಪದ ಕಲಾವಿದರಿಗೆ ಮಾಸಾಶನ [302, 379, 524, 394]
table [29, 937, 409, 957]
kodagu-body-a: ಮಡಿಕೇರಿ, ಜ.5-ರಾಜ್ಯದ ಕಾಫಿ ಬೆಳೆಯುವ ಜಿಲ್ಲೆಗಳಾದ ಕೊಡಗು, ಹಾಸನ, ಚಿಕ್ಕಮಗಳೂರಿನಲ್ಲಿ ವನ್ಯಜೀವಿಗಳ ದಾಂಧಲೆ ನಿಯಂತ್ರಿಸುವಲ್ಲಿ ಅರಣ್ಯ ಇಲಾಖೆ ವಿಫಲವಾಗಿದ್ದು ಇದನ್ನು ಖಂಡಿಸಿ ಮೂರು ಜಿಲ್ಲೆಗಳಲ್ಲಿ ಪ್ರತಿಭಟನೆ ನಡೆಸಲು ಹಾಗೂ ಕಾನೂನು ಹೋರಾಟ ನಡೆಸಲು ಕರ್ನಾಟಕ ಬೆಳೆಗಾರರ ಒಕ್ಕೂಟ ನಿರ್ಧರಿಸಿದೆ. ಮಡಿಕೇರಿಯಲ್ಲಿ ನಡೆದ ಸಭೆಯಲ್ಲಿ ಈ ನಿರ್ಧಾರ ಕೈಗೊಳ್ಳಲಾಯಿತು. [28, 961, 122, 1044]
wheelchair-shape [211, 1305, 243, 1337]
person-figure [109, 873, 143, 947]
person-figure [559, 453, 585, 551]
dhanur-headline-2: ಮಹಿಳೆ ಸರ ಎಗರಿಸಿದ ಖದೀಮರು [697, 397, 837, 412]
person-figure [209, 1237, 231, 1311]
person-figure [319, 871, 355, 947]
mahesh-body-b: ಕ್ಷೇತ್ರದ ಜನರ ಅಭಿಪ್ರಾಯ ಪಡೆದು ಮುಂದಿನ ನಿರ್ಧಾರ ಕೈಗೊಳ್ಳುವುದಾಗಿ ತಿಳಿಸಿದ ಅವರು, ಸರ್ಕಾರ ನೀಡಿದ ಭರವಸೆಗಳನ್ನು ಈಡೇರಿಸಬೇಕು ಎಂದರು. ಸಚಿವ ಸ್ಥಾನ ನೀಡದಿದ್ದರೂ ಸರ್ಕಾರಕ್ಕೆ ಬೆಂಬಲ ಮುಂದುವರೆಯಲಿದೆ ಎಂದು ಸ್ಪಷ್ಟಪಡಿಸಿದರು. [748, 159, 918, 185]
divider [28, 372, 918, 373]
obituary-name-2: ಸುಶೀಲಮ್ಮ [143, 630, 175, 640]
lead-headline-part2: ರಾಜ್ಯಮಟ್ಟದ [227, 88, 337, 119]
pension-body-a: ಚಾಮರಾಜನಗರ, ಜ.5-ಜಾನಪದ ಕಲಾವಿದರು ಸೂಕ್ತ ದಾಖಲಾತಿಗಳನ್ನು ಸಲ್ಲಿಸಿದರೆ ಸರ್ಕಾರದಿಂದ ಮಾಸಾಶನ ದೊರಕಿಸಿಕೊಡಲಾಗುವುದು ಎಂದು ಕರ್ನಾಟಕ ಜಾನಪದ ಅಕಾಡೆಮಿ ಅಧ್ಯಕ್ಷೆ ಮಂಜಮ್ಮ ಜೋಗತಿ ಭರವಸೆ ನೀಡಿದರು. ನಗರದಲ್ಲಿ ಆಯೋಜಿಸಿದ್ದ ಕಾರ್ಯಕ್ರಮದಲ್ಲಿ ಜಾನಪದ ಕಲಾವಿದರನ್ನು ಸನ್ಮಾನಿಸಿ ಮಾತನಾಡಿದರು. ಜಿಲ್ಲೆಯಲ್ಲಿ ಅನೇಕ ಕಲಾವಿದರು ಮಾಸಾಶನದಿಂದ ವಂಚಿತರಾಗಿದ್ದಾರೆ. ಅಂತಹವರನ್ನು ಗುರುತಿಸಿ ಸೌಲಭ್ಯ ಒದಗಿಸಲಾಗುವುದು ಎಂದರು. [296, 421, 406, 504]
kodagu-body-c: ಕರ್ನಾಟಕ ಬೆಳೆಗಾರರ ಒಕ್ಕೂಟದ ಅಧ್ಯಕ್ಷರು ಮಾತನಾಡಿ, ವನ್ಯಜೀವಿ ದಾಳಿಯಿಂದ ಮೃತಪಟ್ಟವರ ಕುಟುಂಬಕ್ಕೆ ಸೂಕ್ತ ಪರಿಹಾರ ನೀಡಬೇಕು. ಬೆಳೆ ಹಾನಿಗೆ ವೈಜ್ಞಾನಿಕ ಪರಿಹಾರ ನಿಗದಿಪಡಿಸಬೇಕು. ಮುಂದಿನ ದಿನಗಳಲ್ಲಿ ಸರ್ಕಾರದ ವಿರುದ್ಧ ಹೋರಾಟ ತೀವ್ರಗೊಳಿಸಲಾಗುವುದು ಎಂದರು. [224, 961, 318, 1025]
divider [416, 1190, 417, 1378]
portrait-body [237, 595, 283, 621]
kodagu-quote-body: ಕಾಫಿ ತೋಟಗಳಿಗೆ ಕಾಡಾನೆ ಸೇರಿದಂತೆ ವಿವಿಧ ವನ್ಯಜೀವಿಗಳು ನಿರಂತರ ದಾಳಿ ನಡೆಸುತ್ತಿವೆ. ಅರಣ್ಯ ಸಚಿವರು ಕಾಡನ್ನೇ ಕಂಡಿಲ್ಲ. ಬೆಳೆಗಾರರ ಸಮಸ್ಯೆಗಳ ಬಗ್ಗೆ ಯಾವುದೇ ಕ್ರಮ ಕೈಗೊಂಡಿಲ್ಲ. ಸರ್ಕಾರ ತಕ್ಷಣ ಎಚ್ಚೆತ್ತುಕೊಂಡು ಕ್ರಮ ಕೈಗೊಳ್ಳಬೇಕು. ಇಲ್ಲದಿದ್ದರೆ ಬೆಳೆಗಾರರು ಉಗ್ರ ಹೋರಾಟ ನಡೆಸಬೇಕಾಗುತ್ತದೆ. ಕಾಡಾನೆ ದಾಳಿಯಿಂದ ಜೀವಹಾನಿ, ಬೆಳೆ ಹಾನಿ ಹೆಚ್ಚಾಗುತ್ತಿದೆ ಎಂದು ಆರೋಪಿಸಿದರು. [418, 849, 622, 885]
dhanur-headline-1: ಧನುರ್ಮಾಸ ಪೂಜೆಗೆ ತೆರಳಿದ್ದ [706, 379, 828, 394]
